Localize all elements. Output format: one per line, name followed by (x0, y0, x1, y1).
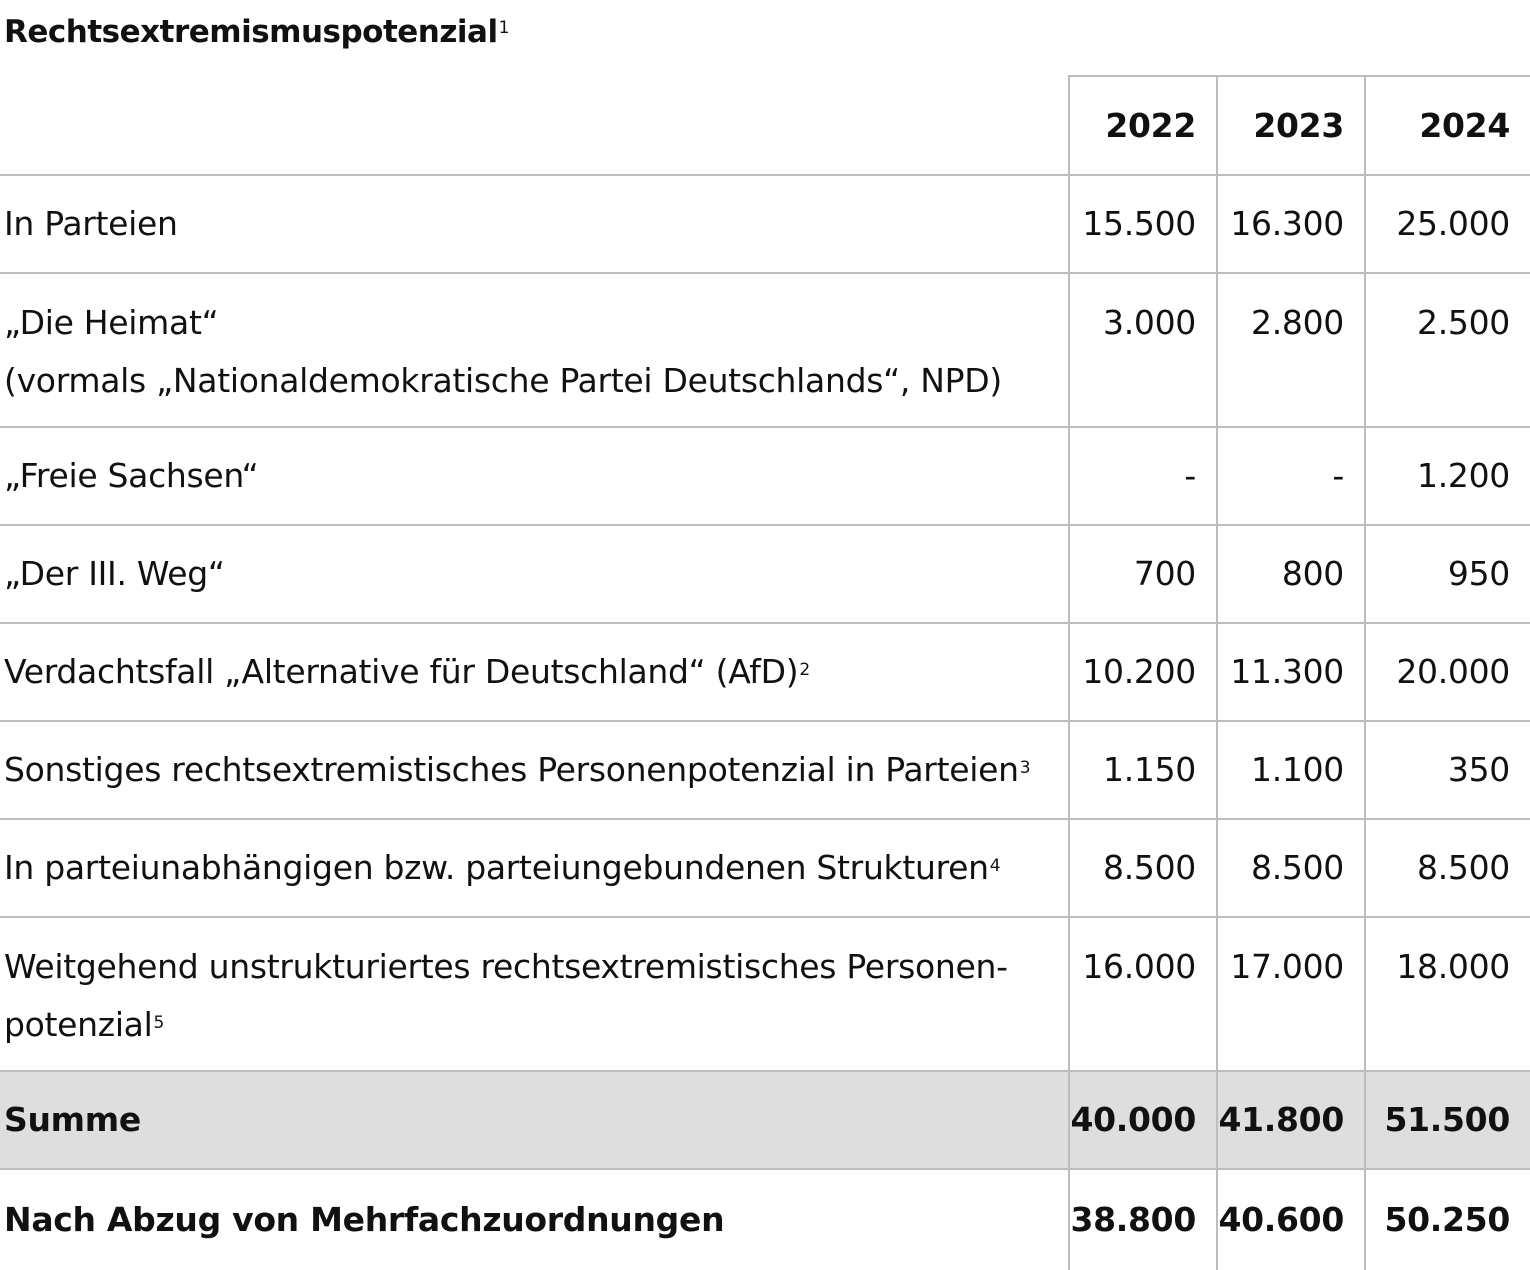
table-row-afd (0, 623, 1530, 721)
value-cell: 18.000 (1365, 917, 1530, 1071)
value-cell: 3.000 (1069, 273, 1217, 427)
value-cell: 11.300 (1217, 623, 1365, 721)
value-cell: 1.200 (1365, 427, 1530, 525)
value-cell: 50.250 (1365, 1169, 1530, 1270)
row-label-line1: „Die Heimat“ (4, 303, 219, 342)
column-header-2023: 2023 (1217, 76, 1365, 175)
row-label-line2: potenzial (4, 1005, 153, 1044)
table-row-der-iii-weg (0, 525, 1530, 623)
table-title-text: Rechtsextremismuspotenzial (4, 14, 498, 50)
value-cell: 350 (1365, 721, 1530, 819)
value-cell: - (1069, 427, 1217, 525)
table-title (4, 10, 509, 54)
row-label: Nach Abzug von Mehrfachzuordnungen (4, 1200, 725, 1239)
row-label: „Der III. Weg“ (4, 554, 225, 593)
footnote-marker: 2 (799, 660, 810, 680)
value-cell: 2.800 (1217, 273, 1365, 427)
value-cell: 1.100 (1217, 721, 1365, 819)
table-row-freie-sachsen (0, 427, 1530, 525)
value-cell: 950 (1365, 525, 1530, 623)
footnote-marker: 3 (1019, 758, 1031, 778)
value-cell: 16.300 (1217, 175, 1365, 273)
row-label-line2: (vormals „Nationaldemokratische Partei Deutschlands“, NPD) (4, 361, 1002, 400)
value-cell: 40.600 (1217, 1169, 1365, 1270)
row-label: Summe (0, 1071, 1069, 1169)
title-footnote-marker: 1 (498, 18, 509, 38)
value-cell: 2.500 (1365, 273, 1530, 427)
value-cell: 16.000 (1069, 917, 1217, 1071)
row-label: „Freie Sachsen“ (4, 456, 259, 495)
value-cell: 20.000 (1365, 623, 1530, 721)
footnote-marker: 5 (153, 1013, 165, 1033)
column-header-2024: 2024 (1365, 76, 1530, 175)
value-cell: 8.500 (1069, 819, 1217, 917)
value-cell: 800 (1217, 525, 1365, 623)
value-cell: 25.000 (1365, 175, 1530, 273)
row-label (0, 819, 1069, 917)
data-table (0, 75, 1530, 1270)
value-cell: 41.800 (1217, 1071, 1365, 1169)
column-header-2022: 2022 (1069, 76, 1217, 175)
table-row-parteiunabhaengig (0, 819, 1530, 917)
table-row-sonstiges (0, 721, 1530, 819)
value-cell: 8.500 (1365, 819, 1530, 917)
row-label-text: In parteiunabhängigen bzw. parteiungebundenen Strukturen (4, 848, 989, 887)
value-cell: 1.150 (1069, 721, 1217, 819)
row-label (0, 721, 1069, 819)
table-row-unstrukturiert (0, 917, 1530, 1071)
value-cell: 38.800 (1069, 1169, 1217, 1270)
row-label-text: Verdachtsfall „Alternative für Deutschland“ (AfD) (4, 652, 799, 691)
table-row-nach-abzug (0, 1169, 1530, 1270)
value-cell: 17.000 (1217, 917, 1365, 1071)
table-row-summe (0, 1071, 1530, 1169)
row-label (0, 623, 1069, 721)
value-cell: 10.200 (1069, 623, 1217, 721)
table-row-die-heimat (0, 273, 1530, 427)
row-label-text: Sonstiges rechtsextremistisches Personenpotenzial in Parteien (4, 750, 1019, 789)
value-cell: 51.500 (1365, 1071, 1530, 1169)
value-cell: 40.000 (1069, 1071, 1217, 1169)
value-cell: 15.500 (1069, 175, 1217, 273)
header-empty-cell (0, 76, 1069, 175)
row-label: In Parteien (4, 204, 178, 243)
value-cell: 8.500 (1217, 819, 1365, 917)
value-cell: - (1217, 427, 1365, 525)
footnote-marker: 4 (989, 856, 1001, 876)
value-cell: 700 (1069, 525, 1217, 623)
table-row-in-parteien (0, 175, 1530, 273)
header-row (0, 76, 1530, 175)
row-label (0, 917, 1069, 1071)
row-label (0, 273, 1069, 427)
row-label-line1: Weitgehend unstrukturiertes rechtsextremistisches Personen- (4, 947, 1008, 986)
